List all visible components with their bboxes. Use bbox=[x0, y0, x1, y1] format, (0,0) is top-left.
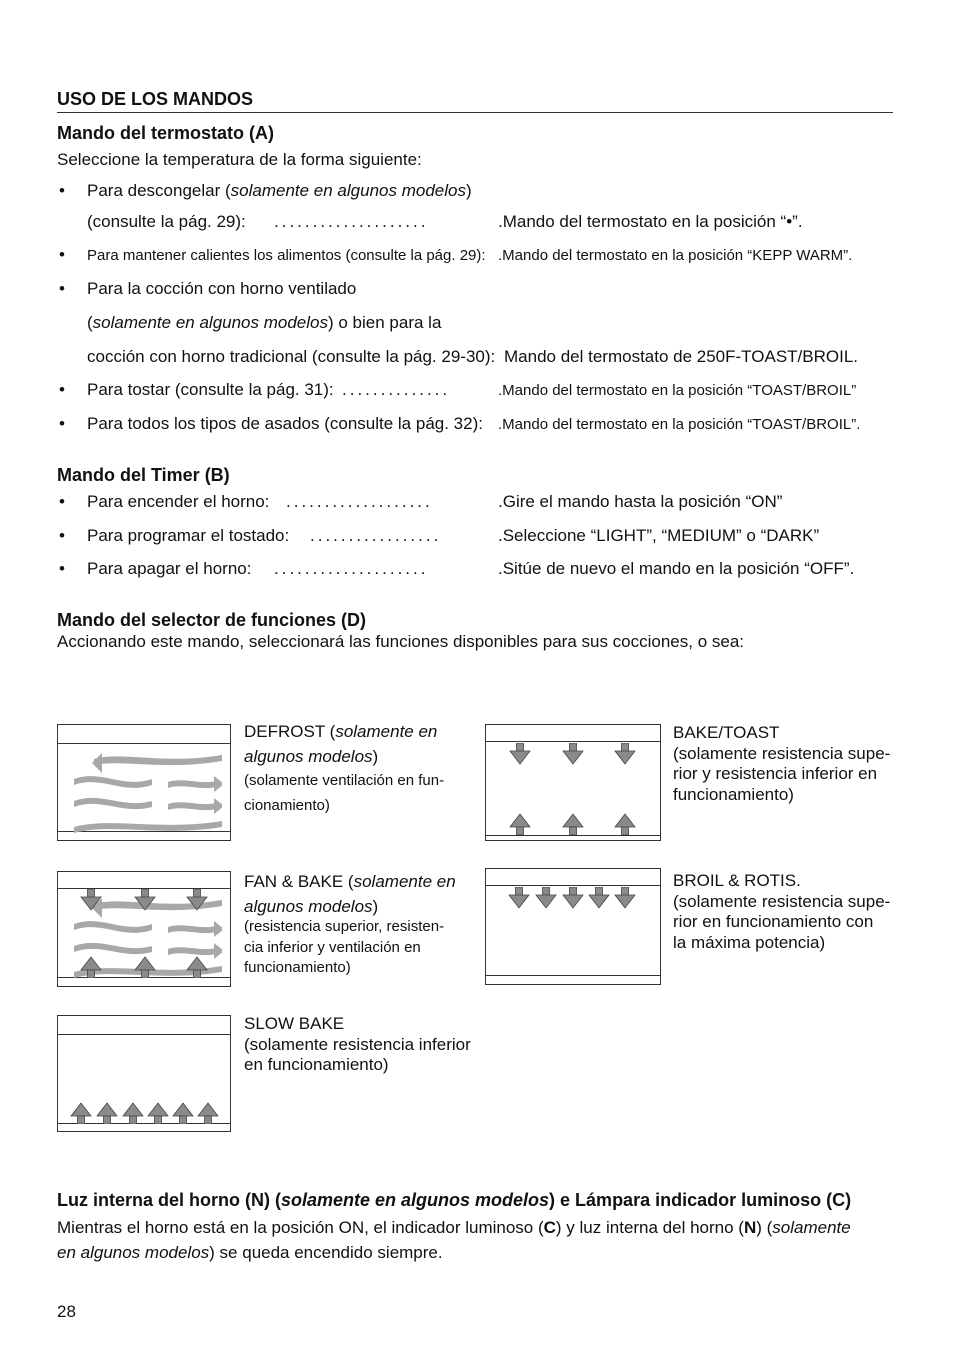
slow-bake-caption: SLOW BAKE (solamente resistencia inferior en funcionamiento) bbox=[244, 1014, 471, 1074]
broil-rotis-caption: BROIL & ROTIS. (solamente resistencia supe- rior en funcionamiento con la máxima potencia) bbox=[673, 871, 891, 952]
bullet-icon: • bbox=[59, 526, 65, 545]
arrow-up-icon bbox=[134, 956, 156, 978]
timer-item-off-result: .Sitúe de nuevo el mando en la posición “OFF”. bbox=[498, 559, 855, 578]
thermostat-item-toast: Para tostar (consulte la pág. 31): bbox=[87, 380, 334, 399]
broil-rotis-diagram bbox=[485, 868, 661, 985]
defrost-diagram bbox=[57, 724, 231, 841]
section-title: USO DE LOS MANDOS bbox=[57, 89, 254, 109]
arrow-up-icon bbox=[80, 956, 102, 978]
bullet-icon: • bbox=[59, 245, 65, 264]
timer-item-on-result: .Gire el mando hasta la posición “ON” bbox=[498, 492, 783, 511]
thermostat-intro: Seleccione la temperatura de la forma siguiente: bbox=[57, 150, 422, 169]
slow-bake-diagram bbox=[57, 1015, 231, 1132]
arrow-down-icon bbox=[186, 889, 208, 911]
arrow-up-icon bbox=[562, 813, 584, 835]
thermostat-item-bake-line3: cocción con horno tradicional (consulte la pág. 29-30): bbox=[87, 347, 496, 366]
bullet-icon: • bbox=[59, 380, 65, 399]
arrow-up-icon bbox=[197, 1102, 219, 1124]
thermostat-item-toast-result: .Mando del termostato en la posición “TOAST/BROIL” bbox=[498, 382, 857, 399]
leader-dots: .................... bbox=[274, 212, 429, 231]
fan-bake-diagram bbox=[57, 871, 231, 987]
selector-intro: Accionando este mando, seleccionará las funciones disponibles para sus cocciones, o sea: bbox=[57, 632, 745, 651]
arrow-down-icon bbox=[614, 743, 636, 765]
section-divider bbox=[57, 112, 893, 113]
arrow-down-icon bbox=[508, 887, 530, 909]
arrow-down-icon bbox=[562, 743, 584, 765]
defrost-caption: DEFROST (solamente en algunos modelos) (solamente ventilación en fun- cionamiento) bbox=[244, 722, 445, 814]
light-paragraph-line2: en algunos modelos) se queda encendido siempre. bbox=[57, 1243, 443, 1262]
arrow-up-icon bbox=[614, 813, 636, 835]
fan-bake-caption: FAN & BAKE (solamente en algunos modelos) (resistencia superior, resisten- cia inferior y ventilación en funcionamiento) bbox=[244, 872, 456, 976]
arrow-up-icon bbox=[186, 956, 208, 978]
thermostat-item-roast: Para todos los tipos de asados (consulte la pág. 32): bbox=[87, 414, 483, 433]
arrow-up-icon bbox=[509, 813, 531, 835]
bullet-icon: • bbox=[59, 559, 65, 578]
arrow-up-icon bbox=[122, 1102, 144, 1124]
arrow-down-icon bbox=[535, 887, 557, 909]
thermostat-heading: Mando del termostato (A) bbox=[57, 123, 275, 143]
leader-dots: .................... bbox=[274, 559, 429, 578]
page-number: 28 bbox=[57, 1302, 76, 1321]
arrow-down-icon bbox=[588, 887, 610, 909]
arrow-up-icon bbox=[70, 1102, 92, 1124]
bullet-icon: • bbox=[59, 492, 65, 511]
thermostat-item-bake-line2: (solamente en algunos modelos) o bien para la bbox=[87, 313, 442, 332]
timer-heading: Mando del Timer (B) bbox=[57, 465, 230, 485]
leader-dots: .............. bbox=[342, 380, 451, 399]
leader-dots: ................... bbox=[286, 492, 433, 511]
timer-item-off: Para apagar el horno: bbox=[87, 559, 252, 578]
selector-heading: Mando del selector de funciones (D) bbox=[57, 610, 367, 630]
thermostat-item-defrost: Para descongelar (solamente en algunos modelos) bbox=[87, 181, 472, 200]
bake-toast-caption: BAKE/TOAST (solamente resistencia supe- rior y resistencia inferior en funcionamiento) bbox=[673, 723, 891, 804]
leader-dots: ................. bbox=[310, 526, 442, 545]
light-heading: Luz interna del horno (N) (solamente en algunos modelos) e Lámpara indicador luminoso (C) bbox=[57, 1190, 852, 1210]
arrow-up-icon bbox=[147, 1102, 169, 1124]
thermostat-item-bake-result: Mando del termostato de 250F-TOAST/BROIL. bbox=[504, 347, 859, 366]
bake-toast-diagram bbox=[485, 724, 661, 841]
arrow-down-icon bbox=[614, 887, 636, 909]
bullet-icon: • bbox=[59, 414, 65, 433]
bullet-icon: • bbox=[59, 279, 65, 298]
arrow-down-icon bbox=[509, 743, 531, 765]
thermostat-item-defrost-result: .Mando del termostato en la posición “•”. bbox=[498, 212, 803, 231]
bullet-icon: • bbox=[59, 181, 65, 200]
arrow-down-icon bbox=[134, 889, 156, 911]
arrow-up-icon bbox=[96, 1102, 118, 1124]
arrow-down-icon bbox=[80, 889, 102, 911]
timer-item-toast: Para programar el tostado: bbox=[87, 526, 290, 545]
thermostat-item-keep-warm-result: .Mando del termostato en la posición “KEPP WARM”. bbox=[498, 247, 853, 264]
thermostat-item-defrost-ref: (consulte la pág. 29): bbox=[87, 212, 246, 231]
thermostat-item-keep-warm: Para mantener calientes los alimentos (consulte la pág. 29): bbox=[87, 247, 486, 264]
timer-item-toast-result: .Seleccione “LIGHT”, “MEDIUM” o “DARK” bbox=[498, 526, 820, 545]
airflow-icon bbox=[72, 749, 222, 833]
thermostat-item-bake-line1: Para la cocción con horno ventilado bbox=[87, 279, 357, 298]
arrow-down-icon bbox=[562, 887, 584, 909]
timer-item-on: Para encender el horno: bbox=[87, 492, 270, 511]
arrow-up-icon bbox=[172, 1102, 194, 1124]
thermostat-item-roast-result: .Mando del termostato en la posición “TOAST/BROIL”. bbox=[498, 416, 861, 433]
light-paragraph-line1: Mientras el horno está en la posición ON, el indicador luminoso (C) y luz interna del horno (N) (solamente bbox=[57, 1218, 851, 1237]
